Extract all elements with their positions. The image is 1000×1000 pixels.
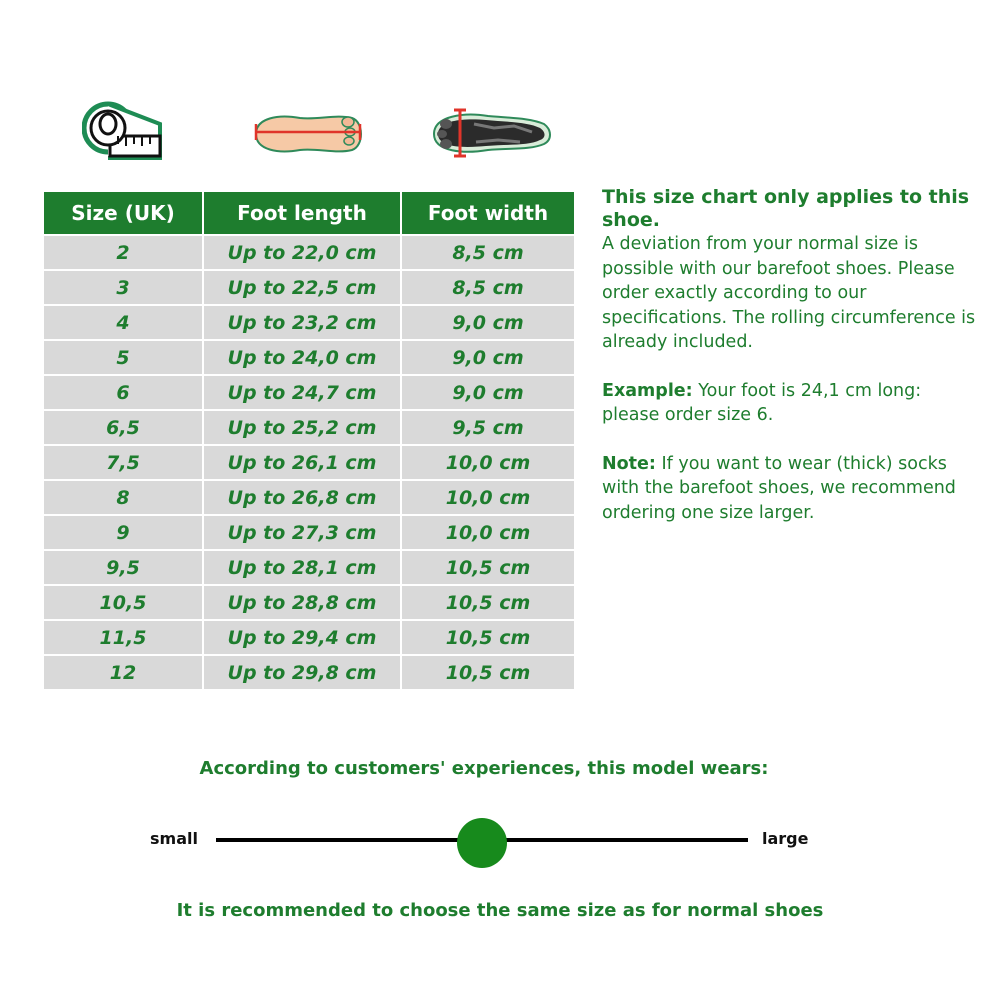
foot-width-icon <box>424 106 552 160</box>
table-row <box>43 305 575 340</box>
example-label: Example: <box>602 380 693 401</box>
cell-size: 5 <box>43 340 203 375</box>
cell-foot-width: 10,0 cm <box>401 445 575 480</box>
info-deviation: A deviation from your normal size is possible with our barefoot shoes. Please order exactly according to our specifications. The rolling circumference is already included. <box>602 234 976 352</box>
cell-foot-width: 10,5 cm <box>401 620 575 655</box>
cell-foot-length: Up to 29,4 cm <box>203 620 401 655</box>
table-row <box>43 620 575 655</box>
cell-size: 9 <box>43 515 203 550</box>
cell-size: 7,5 <box>43 445 203 480</box>
cell-foot-length: Up to 22,0 cm <box>203 235 401 270</box>
table-row <box>43 410 575 445</box>
cell-foot-width: 9,0 cm <box>401 305 575 340</box>
cell-foot-width: 8,5 cm <box>401 235 575 270</box>
cell-size: 10,5 <box>43 585 203 620</box>
cell-size: 12 <box>43 655 203 690</box>
cell-foot-length: Up to 28,1 cm <box>203 550 401 585</box>
scale-small-label: small <box>150 829 198 848</box>
cell-size: 9,5 <box>43 550 203 585</box>
cell-size: 6,5 <box>43 410 203 445</box>
cell-size: 2 <box>43 235 203 270</box>
table-row <box>43 550 575 585</box>
table-row <box>43 235 575 270</box>
cell-foot-length: Up to 25,2 cm <box>203 410 401 445</box>
cell-foot-width: 8,5 cm <box>401 270 575 305</box>
cell-foot-width: 9,5 cm <box>401 410 575 445</box>
cell-foot-width: 10,5 cm <box>401 585 575 620</box>
cell-foot-width: 10,0 cm <box>401 480 575 515</box>
cell-foot-length: Up to 22,5 cm <box>203 270 401 305</box>
header-foot-length: Foot length <box>203 191 401 235</box>
table-header-row <box>43 191 575 235</box>
foot-length-icon <box>248 108 366 158</box>
cell-size: 6 <box>43 375 203 410</box>
cell-foot-width: 10,5 cm <box>401 655 575 690</box>
fit-recommendation: It is recommended to choose the same size as for normal shoes <box>176 900 824 921</box>
cell-size: 4 <box>43 305 203 340</box>
info-example <box>602 379 982 428</box>
cell-foot-width: 9,0 cm <box>401 340 575 375</box>
table-row <box>43 585 575 620</box>
cell-size: 11,5 <box>43 620 203 655</box>
fit-scale-indicator <box>457 818 507 868</box>
table-row <box>43 340 575 375</box>
table-row <box>43 480 575 515</box>
cell-foot-length: Up to 28,8 cm <box>203 585 401 620</box>
cell-foot-width: 9,0 cm <box>401 375 575 410</box>
info-note <box>602 452 982 526</box>
cell-foot-length: Up to 26,8 cm <box>203 480 401 515</box>
size-info-panel <box>602 186 982 525</box>
cell-foot-width: 10,5 cm <box>401 550 575 585</box>
cell-foot-length: Up to 26,1 cm <box>203 445 401 480</box>
header-size: Size (UK) <box>43 191 203 235</box>
cell-foot-length: Up to 23,2 cm <box>203 305 401 340</box>
cell-foot-length: Up to 24,7 cm <box>203 375 401 410</box>
table-row <box>43 270 575 305</box>
note-label: Note: <box>602 453 656 474</box>
note-text: If you want to wear (thick) socks with the barefoot shoes, we recommend ordering one size larger. <box>602 453 956 523</box>
table-row <box>43 445 575 480</box>
example-text: Your foot is 24,1 cm long: please order size 6. <box>602 380 922 425</box>
info-heading: This size chart only applies to this shoe. <box>602 186 970 231</box>
cell-size: 8 <box>43 480 203 515</box>
cell-size: 3 <box>43 270 203 305</box>
table-row <box>43 375 575 410</box>
measuring-tape-icon <box>82 98 164 164</box>
table-row <box>43 655 575 690</box>
cell-foot-length: Up to 24,0 cm <box>203 340 401 375</box>
cell-foot-length: Up to 29,8 cm <box>203 655 401 690</box>
size-chart-table <box>42 190 576 691</box>
header-foot-width: Foot width <box>401 191 575 235</box>
table-row <box>43 515 575 550</box>
cell-foot-width: 10,0 cm <box>401 515 575 550</box>
cell-foot-length: Up to 27,3 cm <box>203 515 401 550</box>
scale-large-label: large <box>762 829 809 848</box>
fit-title: According to customers' experiences, this model wears: <box>199 758 769 779</box>
